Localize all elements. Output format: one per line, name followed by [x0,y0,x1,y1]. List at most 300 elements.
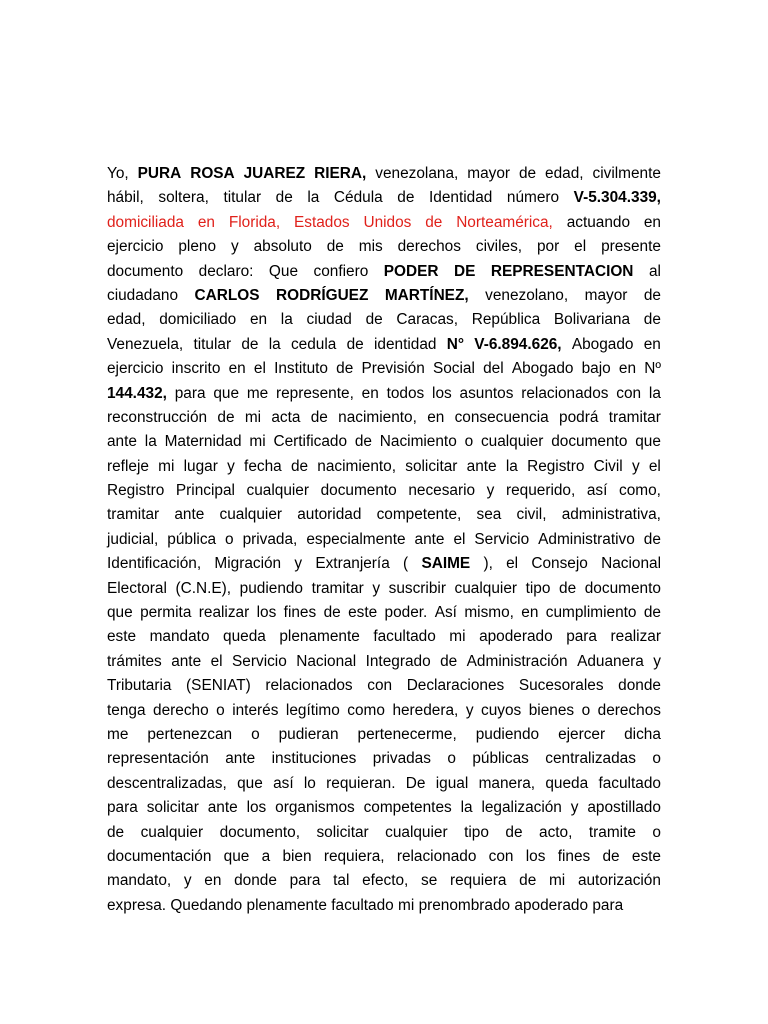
word: mi [548,872,566,890]
word: prenombrado [418,896,511,914]
word: Social [432,360,475,378]
word: competente, [376,506,462,524]
word: solicitar [146,799,199,817]
word: ante [225,750,256,768]
word: soltera, [158,189,209,207]
word: reconstrucción [107,408,208,426]
word: heredera, [392,701,459,719]
word: De [405,774,426,792]
word: Servicio [474,530,530,548]
word: nacimiento, [317,457,397,475]
word: y [653,652,661,670]
text-line [107,308,661,332]
word: mi [158,457,175,475]
word: Integrado [365,652,431,670]
word: realizar [198,604,250,622]
text-line [107,406,661,430]
word: autoridad [297,506,362,524]
word: apoderado [479,628,553,646]
word: ante [174,506,205,524]
word: ciudadano [107,286,179,304]
text-line [107,382,661,406]
word: pleno [178,238,217,256]
bold-word: RIERA, [314,165,367,182]
word: venezolano, [485,286,569,304]
word: tramitar [608,408,661,426]
word: como [347,701,385,719]
word: mi [449,628,466,646]
word: de [107,823,125,841]
bold-word: RODRÍGUEZ [276,286,369,304]
word: relacionados [521,384,609,402]
word: necesario [408,482,476,500]
word: o [225,530,234,548]
text-line [107,796,661,820]
word: Principal [175,482,235,500]
word: la [280,311,293,329]
word: de [323,604,341,622]
text-line [107,503,661,527]
word: Nº [644,360,661,378]
word: Yo, [107,165,129,182]
word: y [230,238,239,256]
word: mis [358,238,383,256]
word: Así [434,604,457,622]
word: República [471,311,541,329]
word: Identificación, [107,555,202,573]
word: mi [398,896,415,914]
word: a [261,847,271,865]
word: relacionado [396,847,477,865]
word: de [518,165,537,182]
word: de [365,311,383,329]
word: que [213,384,240,402]
word: que [107,604,133,622]
word: con [367,677,393,695]
word: Abogado [571,335,634,353]
word: tipo [464,823,489,841]
word: bien [282,847,312,865]
word: la [307,189,320,207]
word: solicitar [405,457,458,475]
word: documento [584,579,661,597]
word: igual [435,774,469,792]
text-line [107,845,661,869]
word: en [521,604,539,622]
word: bajo [581,360,611,378]
word: represente, [276,384,354,402]
highlighted-word: Unidos [363,213,412,231]
word: civilmente [592,165,661,182]
word: en [427,408,445,426]
bold-word: V-6.894.626, [474,335,562,353]
word: facultado [331,896,394,914]
word: ante [466,457,497,475]
word: pudiendo [239,579,303,597]
text-line [107,260,661,284]
word: y [631,457,640,475]
word: cuyos [481,701,522,719]
word: autorización [577,872,661,890]
word: competentes [363,799,452,817]
word: de [241,335,259,353]
word: para [566,628,597,646]
word: cualquier [454,579,518,597]
word: mayor [584,286,628,304]
word: documento [320,482,397,500]
word: cualquier [385,823,448,841]
word: el [506,555,519,573]
word: venezolana, [375,165,459,182]
word: titular [193,335,232,353]
word: con [488,847,514,865]
word: descentralizadas, [107,774,227,792]
word: o [447,750,456,768]
word: Electoral [107,579,167,597]
word: presente [601,238,661,256]
word: de [643,530,661,548]
word: como, [619,482,661,500]
bold-word: PURA [137,165,182,182]
bold-word: V-5.304.339, [573,189,661,207]
text-line [107,625,661,649]
word: este [631,847,661,865]
word: Quedando [170,896,243,914]
word: en [643,335,661,353]
text-line [107,674,661,698]
word: para [289,872,321,890]
word: Instituto [274,360,328,378]
word: documento, [219,823,300,841]
word: refleje [107,457,149,475]
text-line [107,479,661,503]
word: de [519,872,537,890]
word: derecho [153,701,209,719]
highlighted-word: domiciliada [107,213,184,231]
word: trámites [107,652,162,670]
word: legítimo [285,701,340,719]
text-line [107,577,661,601]
word: acto, [539,823,573,841]
word: identidad [374,335,437,353]
word: Administrativo [538,530,635,548]
text-line [107,284,661,308]
word: cualquier [140,823,204,841]
text-line [107,430,661,454]
word: requieran. [326,774,396,792]
word: Venezuela, [107,335,184,353]
word: fecha [244,457,282,475]
word: privada, [242,530,298,548]
word: cedula [290,335,337,353]
text-line [107,650,661,674]
word: titular [223,189,262,207]
text-line [107,357,661,381]
word: el [253,360,266,378]
text-line [107,699,661,723]
word: en [249,311,268,329]
word: confiero [313,262,369,280]
word: Aduanera [577,652,644,670]
word: Declaraciones [406,677,505,695]
word: fines [283,604,317,622]
word: cualquier [246,482,309,500]
word: Previsión [361,360,425,378]
text-line [107,186,661,210]
word: Sucesorales [518,677,604,695]
word: para [174,384,206,402]
word: Certificado [273,433,348,451]
word: manera, [478,774,536,792]
word: de [275,189,293,207]
word: al [648,262,661,280]
word: apostillado [587,799,661,817]
word: de [440,652,458,670]
word: el [453,530,466,548]
word: Caracas, [396,311,459,329]
word: este [107,628,137,646]
word: (SENIAT) [186,677,251,695]
text-line [107,747,661,771]
word: ante [207,799,238,817]
word: por [536,238,560,256]
word: civil, [516,506,547,524]
word: tal [333,872,350,890]
word: los [256,604,277,622]
word: Maternidad [164,433,242,451]
word: que [635,433,661,451]
word: plenamente [279,628,360,646]
bold-word: REPRESENTACION [490,262,634,280]
word: Migración [214,555,282,573]
highlighted-word: en [197,213,215,231]
word: asuntos [459,384,514,402]
bold-word: DE [454,262,476,280]
word: suscribir [388,579,446,597]
bold-word: MARTÍNEZ, [384,286,469,304]
word: documento [107,262,184,280]
word: nacimiento, [338,408,417,426]
word: la [505,457,518,475]
document-body [107,162,661,918]
word: Que [268,262,299,280]
word: derechos [397,238,461,256]
text-line [107,772,661,796]
word: de [505,823,523,841]
text-line [107,552,661,576]
word: o [464,433,474,451]
word: del [483,360,504,378]
word: de [346,335,364,353]
word: el [648,457,661,475]
text-line [107,235,661,259]
word: privadas [372,750,431,768]
word: de [397,189,415,207]
word: lo [303,774,316,792]
word: los [432,384,452,402]
word: absoluto [253,238,312,256]
word: mi [249,433,266,451]
word: sea [476,506,502,524]
word: documento [551,433,628,451]
word: así [586,482,608,500]
word: me [246,384,269,402]
word: Cédula [333,189,383,207]
word: de [643,311,661,329]
word: Consejo [531,555,588,573]
word: interés [232,701,279,719]
word: edad, [107,311,146,329]
word: me [107,725,129,743]
word: y [294,555,303,573]
word: mandato [149,628,210,646]
word: ejercicio [107,238,164,256]
text-line [107,601,661,625]
word: que [237,774,263,792]
text-line [107,455,661,479]
word: realizar [610,628,661,646]
word: dicha [624,725,661,743]
word: apoderado [514,896,589,914]
word: de [602,847,620,865]
word: representación [107,750,209,768]
word: en [361,384,379,402]
word: de [336,360,354,378]
word: civiles, [475,238,523,256]
word: Tributaria [107,677,172,695]
word: en [643,213,661,231]
word: especialmente [306,530,406,548]
word: de [326,238,344,256]
word: en [204,872,222,890]
word: de [643,286,661,304]
word: facultado [598,774,661,792]
word: tipo [525,579,551,597]
word: requiera [449,872,507,890]
text-line [107,162,661,186]
word: declaro: [198,262,254,280]
word: facultado [373,628,436,646]
word: o [652,750,661,768]
word: y [183,872,192,890]
word: centralizadas [545,750,636,768]
word: lugar [183,457,218,475]
word: derechos [597,701,661,719]
word: administrativa, [561,506,661,524]
word: acta [271,408,301,426]
word: expresa. [107,896,167,914]
word: fines [557,847,591,865]
word: Administración [466,652,568,670]
word: o [251,725,260,743]
word: mismo, [464,604,514,622]
word: y [372,579,381,597]
highlighted-word: Florida, [228,213,281,231]
word: cumplimiento [545,604,637,622]
word: tramitar [107,506,160,524]
word: los [525,847,546,865]
word: o [581,701,591,719]
word: organismos [275,799,355,817]
word: y [570,799,579,817]
word: cualquier [480,433,544,451]
word: Extranjería [315,555,390,573]
word: ejercicio [107,360,164,378]
word: donde [234,872,277,890]
word: la [268,335,281,353]
word: pertenezcan [147,725,233,743]
text-line [107,723,661,747]
word: ), [483,555,493,573]
word: ejercer [558,725,606,743]
word: número [506,189,560,207]
word: pública [167,530,217,548]
word: mi [244,408,262,426]
word: en [228,360,246,378]
word: actuando [566,213,631,231]
word: se [421,872,438,890]
bold-word: PODER [383,262,439,280]
word: Servicio [232,652,287,670]
word: y [465,701,474,719]
bold-word: CARLOS [194,286,260,304]
word: de [217,408,235,426]
word: requiera, [323,847,385,865]
word: donde [618,677,661,695]
word: de [559,579,577,597]
word: bienes [528,701,575,719]
word: tenga [107,701,146,719]
bold-word: SAIME [421,555,471,573]
word: instituciones [271,750,357,768]
text-line [107,894,661,918]
bold-word: N° [446,335,465,353]
text-line [107,211,661,235]
word: la [648,384,661,402]
word: ante [414,530,445,548]
word: o [652,823,661,841]
word: judicial, [107,530,159,548]
word: Nacional [296,652,357,670]
word: Identidad [428,189,493,207]
word: relacionados [265,677,353,695]
word: queda [545,774,589,792]
text-line [107,528,661,552]
word: Bolivariana [553,311,631,329]
word: de [290,457,309,475]
word: ante [107,433,137,451]
word: tramite [588,823,636,841]
word: o [216,701,225,719]
word: así [273,774,294,792]
word: inscrito [171,360,221,378]
word: queda [223,628,266,646]
word: edad, [545,165,584,182]
text-line [107,869,661,893]
word: de [354,433,372,451]
word: Civil [593,457,623,475]
word: podrá [559,408,599,426]
word: para [592,896,624,914]
word: requerido, [505,482,576,500]
text-line [107,821,661,845]
word: pudiendo [475,725,540,743]
bold-word: ROSA [190,165,235,182]
word: cualquier [219,506,283,524]
word: ciudad [306,311,352,329]
highlighted-word: Norteamérica, [456,213,553,231]
highlighted-word: Estados [293,213,350,231]
